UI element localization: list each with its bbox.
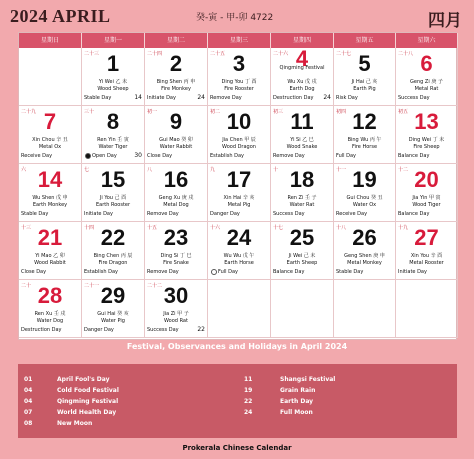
day-cell[interactable] (396, 106, 458, 164)
new-moon-icon (85, 153, 91, 159)
day-number: 10 (226, 109, 252, 134)
lunar-date: 二十七 (336, 51, 352, 57)
ganzhi-label: Gui Mao 癸 卯 (159, 137, 193, 143)
ganzhi-label: Ren Yin 壬 寅 (97, 137, 129, 143)
day-number: 13 (414, 109, 439, 134)
officer-day-label: Success Day (398, 95, 430, 101)
legend-date: 07 (24, 409, 33, 416)
day-cell[interactable] (334, 48, 396, 106)
lunar-date: 二十一 (84, 283, 100, 289)
ganzhi-label: Gui Chou 癸 丑 (346, 195, 383, 201)
day-number: 21 (37, 225, 63, 250)
lunar-date: 十一 (336, 167, 347, 173)
day-number: 23 (163, 225, 189, 250)
lunar-date: 二十 (21, 283, 32, 289)
page-title: 2024 APRIL (10, 6, 111, 26)
festival-legend (18, 364, 457, 438)
officer-day-label: Balance Day (398, 211, 430, 217)
legend-festival-name: Shangsi Festival (280, 376, 336, 383)
officer-day-label: Full Day (218, 269, 239, 275)
element-label: Fire Rooster (224, 86, 254, 92)
ganzhi-label: Ding Wei 丁 未 (408, 137, 445, 143)
day-number: 3 (232, 51, 246, 76)
empty-cell (396, 280, 458, 338)
element-label: Fire Sheep (413, 144, 440, 150)
legend-date: 19 (244, 387, 253, 394)
week-number: 22 (197, 326, 205, 333)
legend-festival-name: Grain Rain (280, 387, 316, 394)
day-cell[interactable] (82, 106, 145, 164)
day-number: 25 (289, 225, 315, 250)
element-label: Wood Rabbit (34, 260, 66, 266)
ganzhi-label: Gui Hai 癸 亥 (97, 311, 129, 317)
day-number: 6 (420, 51, 433, 76)
lunar-date: 十五 (147, 225, 158, 231)
lunar-date: 初一 (147, 109, 158, 115)
lunar-date: 初五 (398, 109, 409, 115)
day-cell[interactable] (82, 164, 145, 222)
legend-date: 22 (244, 398, 253, 405)
day-number: 15 (100, 167, 126, 192)
day-cell[interactable] (271, 106, 334, 164)
lunar-date: 二十二 (147, 283, 163, 289)
weekday-header: 星期六 (396, 33, 458, 48)
legend-date: 01 (24, 376, 33, 383)
day-cell[interactable] (271, 164, 334, 222)
officer-day-label: Danger Day (84, 327, 114, 333)
officer-day-label: Stable Day (336, 269, 364, 275)
day-cell[interactable] (19, 280, 82, 338)
legend-festival-name: World Health Day (57, 409, 117, 416)
day-number: 29 (100, 283, 126, 308)
ganzhi-label: Ren Xu 壬 戌 (34, 311, 66, 317)
lunar-date: 十四 (84, 225, 95, 231)
legend-date: 11 (244, 376, 253, 383)
lunar-date: 十八 (336, 225, 347, 231)
empty-cell (208, 280, 271, 338)
weekday-header: 星期一 (82, 33, 145, 48)
ganzhi-label: Ren Zi 壬 子 (287, 195, 317, 201)
day-cell[interactable] (19, 222, 82, 280)
chinese-month-label: 四月 (428, 11, 462, 31)
officer-day-label: Balance Day (273, 269, 305, 275)
day-cell[interactable] (334, 164, 396, 222)
ganzhi-label: Wu Wu 戊 午 (223, 253, 255, 259)
officer-day-label: Stable Day (84, 95, 112, 101)
day-number: 20 (414, 167, 439, 192)
element-label: Wood Tiger (412, 202, 441, 208)
element-label: Fire Monkey (161, 86, 191, 92)
day-number: 22 (100, 225, 126, 250)
empty-cell (19, 48, 82, 106)
officer-day-label: Destruction Day (21, 327, 62, 333)
lunar-date: 九 (210, 167, 216, 173)
lunar-date: 三十 (84, 109, 95, 115)
day-cell[interactable] (334, 106, 396, 164)
element-label: Water Dog (36, 318, 64, 324)
day-number: 1 (106, 51, 120, 76)
ganzhi-label: Geng Xu 庚 戌 (158, 195, 194, 201)
officer-day-label: Establish Day (210, 153, 244, 159)
empty-cell (271, 280, 334, 338)
day-cell[interactable] (334, 222, 396, 280)
legend-date: 24 (244, 409, 253, 416)
lunar-date: 十六 (210, 225, 221, 231)
day-cell[interactable] (19, 164, 82, 222)
ganzhi-label: Geng Shen 庚 申 (344, 253, 385, 259)
lunar-date: 八 (147, 167, 153, 173)
ganzhi-label: Ji Wei 己 未 (288, 253, 316, 259)
legend-festival-name: New Moon (57, 420, 93, 427)
officer-day-label: Establish Day (84, 269, 118, 275)
ganzhi-label: Wu Shen 戊 申 (32, 195, 68, 201)
day-cell[interactable] (82, 280, 145, 338)
day-cell[interactable] (396, 164, 458, 222)
element-label: Wood Rat (164, 318, 188, 324)
day-number: 4 (295, 48, 309, 71)
footer-credit: Prokerala Chinese Calendar (182, 444, 292, 452)
day-cell[interactable] (145, 164, 208, 222)
festival-label: Qingming Festival (279, 65, 325, 71)
element-label: Fire Dragon (98, 260, 128, 266)
element-label: Water Pig (101, 318, 125, 324)
day-cell[interactable] (208, 48, 271, 106)
lunar-date: 十九 (398, 225, 409, 231)
lunar-date: 初四 (336, 109, 347, 115)
day-number: 16 (163, 167, 189, 192)
day-cell[interactable] (19, 106, 82, 164)
calendar-header (0, 0, 474, 32)
element-label: Metal Rat (414, 86, 439, 92)
officer-day-label: Close Day (147, 153, 173, 159)
day-cell[interactable] (271, 222, 334, 280)
lunar-date: 十 (273, 167, 279, 173)
element-label: Water Rabbit (159, 144, 193, 150)
element-label: Metal Pig (227, 202, 251, 208)
day-number: 2 (169, 51, 183, 76)
ganzhi-label: Bing Chen 丙 辰 (93, 253, 133, 259)
day-number: 9 (169, 109, 183, 134)
element-label: Wood Dragon (222, 144, 256, 150)
day-cell[interactable] (145, 106, 208, 164)
day-cell[interactable] (208, 222, 271, 280)
lunar-date: 十三 (21, 225, 32, 231)
day-number: 27 (414, 225, 439, 250)
element-label: Metal Dog (163, 202, 189, 208)
element-label: Fire Snake (163, 260, 189, 266)
legend-festival-name: Qingming Festival (57, 398, 119, 405)
element-label: Metal Rooster (409, 260, 444, 266)
legend-festival-name: Full Moon (280, 409, 313, 416)
weekday-header: 星期二 (145, 33, 208, 48)
officer-day-label: Receive Day (21, 153, 53, 159)
officer-day-label: Risk Day (336, 95, 358, 101)
ganzhi-label: Xin Hai 辛 亥 (223, 195, 255, 201)
day-number: 30 (163, 283, 189, 308)
officer-day-label: Initiate Day (84, 211, 113, 217)
lunar-date: 二十五 (210, 51, 226, 57)
weekday-header: 星期日 (19, 33, 82, 48)
legend-festival-name: April Fool's Day (57, 376, 110, 383)
day-cell[interactable] (208, 106, 271, 164)
officer-day-label: Open Day (92, 153, 117, 159)
lunar-year-label: 癸-寅 - 甲-卯 4722 (196, 13, 274, 23)
officer-day-label: Stable Day (21, 211, 49, 217)
officer-day-label: Receive Day (336, 211, 368, 217)
officer-day-label: Success Day (273, 211, 305, 217)
day-number: 14 (37, 167, 63, 192)
day-number: 19 (352, 167, 377, 192)
ganzhi-label: Yi Si 乙 巳 (290, 137, 314, 143)
element-label: Water Tiger (98, 144, 128, 150)
element-label: Earth Horse (224, 260, 254, 266)
day-number: 5 (358, 51, 371, 76)
officer-day-label: Remove Day (147, 269, 179, 275)
ganzhi-label: Xin You 辛 酉 (410, 253, 443, 259)
weekday-header: 星期三 (208, 33, 271, 48)
officer-day-label: Success Day (147, 327, 179, 333)
empty-cell (334, 280, 396, 338)
ganzhi-label: Xin Chou 辛 丑 (32, 137, 68, 143)
day-cell[interactable] (208, 164, 271, 222)
weekday-header: 星期四 (271, 33, 334, 48)
lunar-date: 十二 (398, 167, 409, 173)
officer-day-label: Close Day (21, 269, 47, 275)
day-number: 12 (352, 109, 377, 134)
day-number: 17 (226, 167, 252, 192)
week-number: 24 (197, 94, 205, 101)
ganzhi-label: Yi Wei 乙 未 (98, 79, 128, 85)
element-label: Earth Monkey (32, 202, 68, 208)
lunar-date: 二十八 (398, 51, 414, 57)
officer-day-label: Destruction Day (273, 95, 314, 101)
officer-day-label: Initiate Day (398, 269, 427, 275)
element-label: Water Rat (289, 202, 315, 208)
ganzhi-label: Ji Hai 己 亥 (351, 79, 378, 85)
element-label: Wood Snake (286, 144, 318, 150)
day-cell[interactable] (396, 222, 458, 280)
element-label: Fire Horse (351, 144, 378, 150)
day-cell[interactable] (145, 48, 208, 106)
week-number: 24 (323, 94, 331, 101)
legend-festival-name: Earth Day (280, 398, 314, 405)
element-label: Earth Pig (353, 86, 376, 92)
ganzhi-label: Jia Yin 甲 寅 (412, 195, 441, 201)
day-number: 28 (37, 283, 63, 308)
day-number: 24 (226, 225, 252, 250)
day-number: 8 (106, 109, 120, 134)
officer-day-label: Danger Day (210, 211, 240, 217)
week-number: 14 (134, 94, 142, 101)
element-label: Metal Ox (38, 144, 62, 150)
legend-title: Festival, Observances and Holidays in April 2024 (126, 342, 348, 351)
ganzhi-label: Bing Wu 丙 午 (347, 137, 382, 143)
element-label: Earth Sheep (286, 260, 318, 266)
lunar-date: 初三 (273, 109, 284, 115)
day-number: 11 (290, 109, 314, 134)
day-cell[interactable] (145, 222, 208, 280)
legend-date: 08 (24, 420, 33, 427)
officer-day-label: Full Day (336, 153, 357, 159)
element-label: Earth Rooster (95, 202, 131, 208)
lunar-date: 七 (84, 167, 90, 173)
day-number: 7 (43, 109, 57, 134)
lunar-date: 六 (21, 167, 27, 173)
officer-day-label: Initiate Day (147, 95, 176, 101)
officer-day-label: Remove Day (210, 95, 242, 101)
day-number: 18 (289, 167, 315, 192)
element-label: Wood Sheep (97, 86, 129, 92)
day-cell[interactable] (82, 222, 145, 280)
legend-date: 04 (24, 387, 33, 394)
ganzhi-label: Ding You 丁 酉 (221, 79, 257, 85)
ganzhi-label: Yi Mao 乙 卯 (35, 253, 65, 259)
lunar-date: 二十四 (147, 51, 163, 57)
day-number: 26 (352, 225, 377, 250)
ganzhi-label: Wu Xu 戊 戌 (287, 79, 317, 85)
lunar-date: 十七 (273, 225, 284, 231)
ganzhi-label: Jia Zi 甲 子 (163, 311, 189, 317)
lunar-date: 二十六 (273, 51, 289, 57)
ganzhi-label: Geng Zi 庚 子 (410, 79, 443, 85)
lunar-date: 二十九 (21, 109, 37, 115)
day-cell[interactable] (396, 48, 458, 106)
ganzhi-label: Ding Si 丁 巳 (160, 253, 192, 259)
day-cell[interactable] (145, 280, 208, 338)
officer-day-label: Remove Day (147, 211, 179, 217)
legend-date: 04 (24, 398, 33, 405)
lunar-date: 初二 (210, 109, 221, 115)
element-label: Earth Dog (289, 86, 315, 92)
element-label: Metal Monkey (347, 260, 382, 266)
day-cell[interactable] (82, 48, 145, 106)
ganzhi-label: Ji You 己 酉 (99, 195, 127, 201)
legend-festival-name: Cold Food Festival (57, 387, 119, 394)
weekday-header: 星期五 (334, 33, 396, 48)
week-number: 30 (134, 152, 142, 159)
officer-day-label: Remove Day (273, 153, 305, 159)
full-moon-icon (211, 269, 217, 275)
element-label: Water Ox (352, 202, 377, 208)
calendar-grid (18, 32, 457, 340)
ganzhi-label: Jia Chen 甲 辰 (222, 137, 256, 143)
ganzhi-label: Bing Shen 丙 申 (156, 79, 196, 85)
officer-day-label: Balance Day (398, 153, 430, 159)
day-cell[interactable] (271, 48, 334, 106)
lunar-date: 二十三 (84, 51, 100, 57)
